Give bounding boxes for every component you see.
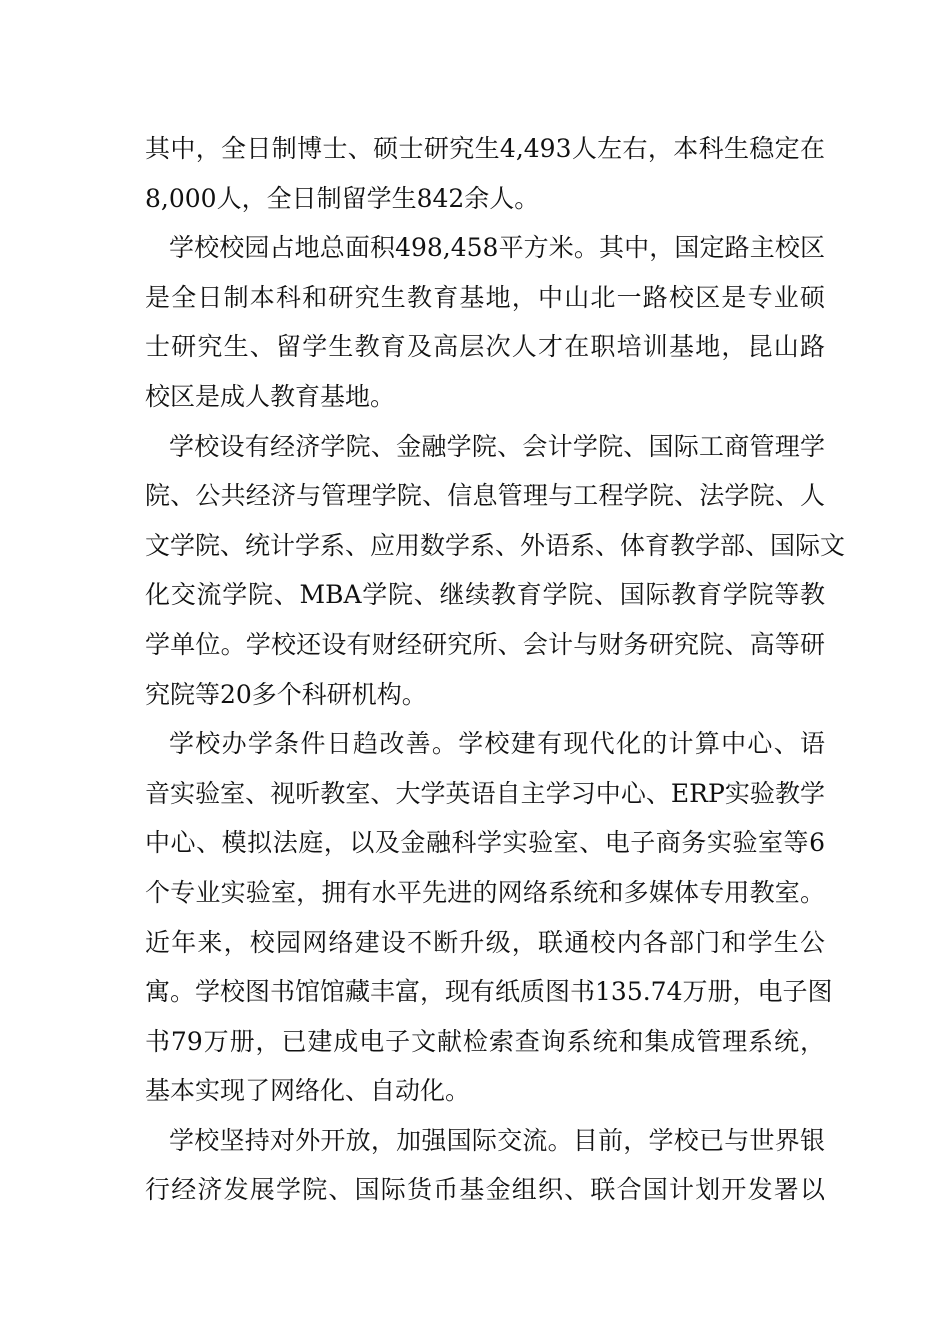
body-text	[145, 124, 846, 1215]
text-line: 近年来，校园网络建设不断升级，联通校内各部门和学生公	[145, 927, 825, 957]
text-line: 化交流学院、MBA学院、继续教育学院、国际教育学院等教	[145, 580, 825, 610]
text-line: 学校校园占地总面积498,458平方米。其中，国定路主校区	[169, 233, 825, 263]
text-line: 音实验室、视听教室、大学英语自主学习中心、ERP实验教学	[145, 778, 825, 808]
text-line: 究院等20多个科研机构。	[145, 679, 427, 709]
text-line: 寓。学校图书馆馆藏丰富，现有纸质图书135.74万册，电子图	[145, 977, 833, 1007]
text-line: 校区是成人教育基地。	[145, 381, 396, 411]
text-line: 个专业实验室，拥有水平先进的网络系统和多媒体专用教室。	[145, 877, 825, 907]
text-line: 文学院、统计学系、应用数学系、外语系、体育教学部、国际文	[145, 530, 846, 560]
text-line: 学校办学条件日趋改善。学校建有现代化的计算中心、语	[169, 729, 825, 759]
text-line: 学校设有经济学院、金融学院、会计学院、国际工商管理学	[169, 431, 825, 461]
text-line: 基本实现了网络化、自动化。	[145, 1076, 471, 1106]
text-line: 士研究生、留学生教育及高层次人才在职培训基地，昆山路	[145, 332, 825, 362]
text-line: 其中，全日制博士、硕士研究生4,493人左右，本科生稳定在	[145, 134, 825, 163]
text-line: 8,000人，全日制留学生842余人。	[145, 183, 540, 213]
text-line: 行经济发展学院、国际货币基金组织、联合国计划开发署以	[145, 1175, 825, 1205]
text-line: 是全日制本科和研究生教育基地，中山北一路校区是专业硕	[145, 282, 825, 312]
text-line: 学校坚持对外开放，加强国际交流。目前，学校已与世界银	[169, 1125, 825, 1155]
text-line: 学单位。学校还设有财经研究所、会计与财务研究院、高等研	[145, 629, 825, 659]
text-line: 院、公共经济与管理学院、信息管理与工程学院、法学院、人	[145, 481, 825, 511]
text-line: 中心、模拟法庭，以及金融科学实验室、电子商务实验室等6	[145, 828, 825, 858]
text-line: 书79万册，已建成电子文献检索查询系统和集成管理系统，	[145, 1026, 825, 1056]
